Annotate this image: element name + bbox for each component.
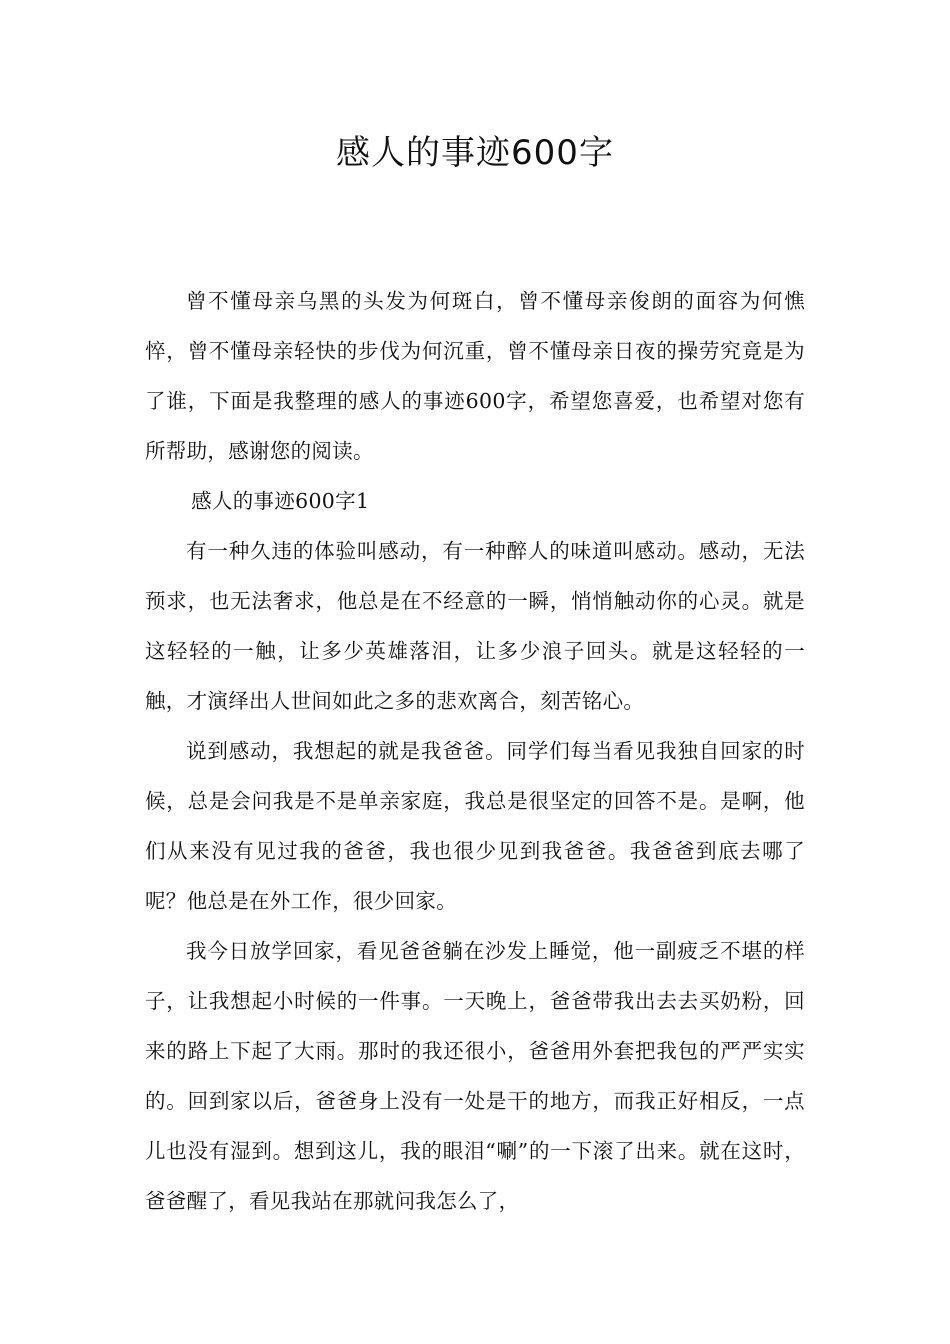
body-paragraph: 我今日放学回家，看见爸爸躺在沙发上睡觉，他一副疲乏不堪的样子，让我想起小时候的一件事。一天晚上，爸爸带我出去去买奶粉，回来的路上下起了大雨。那时的我还很小，爸爸用外套把我包的严严实实的。回到家以后，爸爸身上没有一处是干的地方，而我正好相反，一点儿也没有湿到。想到这儿，我的眼泪“唰”的一下滚了出来。就在这时，爸爸醒了，看见我站在那就问我怎么了， [145, 939, 805, 1213]
intro-paragraph: 曾不懂母亲乌黑的头发为何斑白，曾不懂母亲俊朗的面容为何憔悴，曾不懂母亲轻快的步伐为何沉重，曾不懂母亲日夜的操劳究竟是为了谁，下面是我整理的感人的事迹600字，希望您喜爱，也希望对您有所帮助，感谢您的阅读。 [145, 289, 805, 463]
section-heading: 感人的事迹600字1 [191, 489, 370, 513]
body-paragraph: 说到感动，我想起的就是我爸爸。同学们每当看见我独自回家的时候，总是会问我是不是单亲家庭，我总是很坚定的回答不是。是啊，他们从来没有见过我的爸爸，我也很少见到我爸爸。我爸爸到底去哪了呢？他总是在外工作，很少回家。 [145, 739, 805, 913]
document-title: 感人的事迹600字 [336, 133, 614, 173]
body-paragraph: 有一种久违的体验叫感动，有一种醉人的味道叫感动。感动，无法预求，也无法奢求，他总是在不经意的一瞬，悄悄触动你的心灵。就是这轻轻的一触，让多少英雄落泪，让多少浪子回头。就是这轻轻的一触，才演绎出人世间如此之多的悲欢离合，刻苦铭心。 [145, 539, 805, 713]
document-body [145, 276, 805, 1226]
